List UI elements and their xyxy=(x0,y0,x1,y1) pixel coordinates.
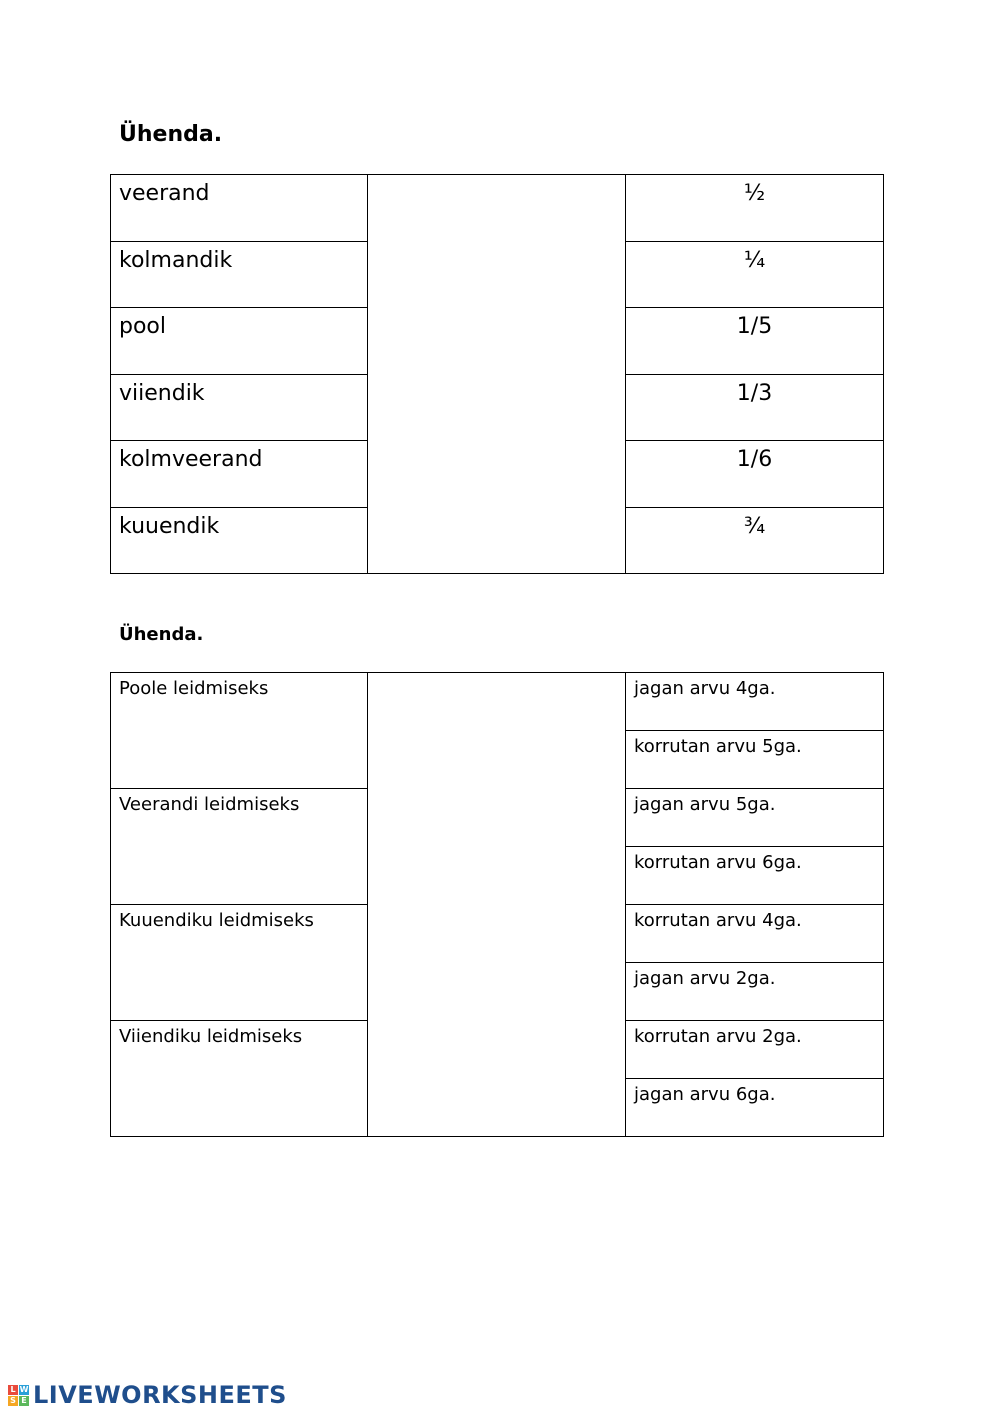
liveworksheets-logo xyxy=(8,1381,287,1409)
word-cell: viiendik xyxy=(111,374,368,441)
action-cell: korrutan arvu 4ga. xyxy=(626,905,884,963)
table-row xyxy=(111,673,884,731)
section1-heading: Ühenda. xyxy=(119,122,223,147)
fraction-match-table xyxy=(110,174,884,574)
fraction-cell: ¼ xyxy=(626,241,884,308)
fraction-cell: 1/6 xyxy=(626,441,884,508)
logo-text: LIVEWORKSHEETS xyxy=(33,1381,287,1409)
connect-area[interactable] xyxy=(368,673,626,1137)
fraction-cell: 1/5 xyxy=(626,308,884,375)
logo-block: W xyxy=(19,1384,29,1394)
action-cell: korrutan arvu 5ga. xyxy=(626,731,884,789)
action-cell: jagan arvu 6ga. xyxy=(626,1079,884,1137)
action-cell: korrutan arvu 2ga. xyxy=(626,1021,884,1079)
connect-area[interactable] xyxy=(368,175,626,574)
word-cell: veerand xyxy=(111,175,368,242)
logo-blocks-icon xyxy=(8,1385,29,1406)
logo-block: E xyxy=(19,1396,29,1406)
action-cell: jagan arvu 4ga. xyxy=(626,673,884,731)
word-cell: kolmveerand xyxy=(111,441,368,508)
action-cell: jagan arvu 5ga. xyxy=(626,789,884,847)
fraction-cell: ½ xyxy=(626,175,884,242)
action-cell: korrutan arvu 6ga. xyxy=(626,847,884,905)
logo-block: L xyxy=(8,1385,18,1395)
action-cell: jagan arvu 2ga. xyxy=(626,963,884,1021)
rule-match-table xyxy=(110,672,884,1137)
word-cell: kuuendik xyxy=(111,507,368,574)
rule-cell: Kuuendiku leidmiseks xyxy=(111,905,368,1021)
logo-block: S xyxy=(8,1396,18,1406)
word-cell: kolmandik xyxy=(111,241,368,308)
rule-cell: Viiendiku leidmiseks xyxy=(111,1021,368,1137)
table-row xyxy=(111,175,884,242)
rule-cell: Poole leidmiseks xyxy=(111,673,368,789)
fraction-cell: ¾ xyxy=(626,507,884,574)
fraction-cell: 1/3 xyxy=(626,374,884,441)
section2-heading: Ühenda. xyxy=(119,624,204,645)
rule-cell: Veerandi leidmiseks xyxy=(111,789,368,905)
word-cell: pool xyxy=(111,308,368,375)
